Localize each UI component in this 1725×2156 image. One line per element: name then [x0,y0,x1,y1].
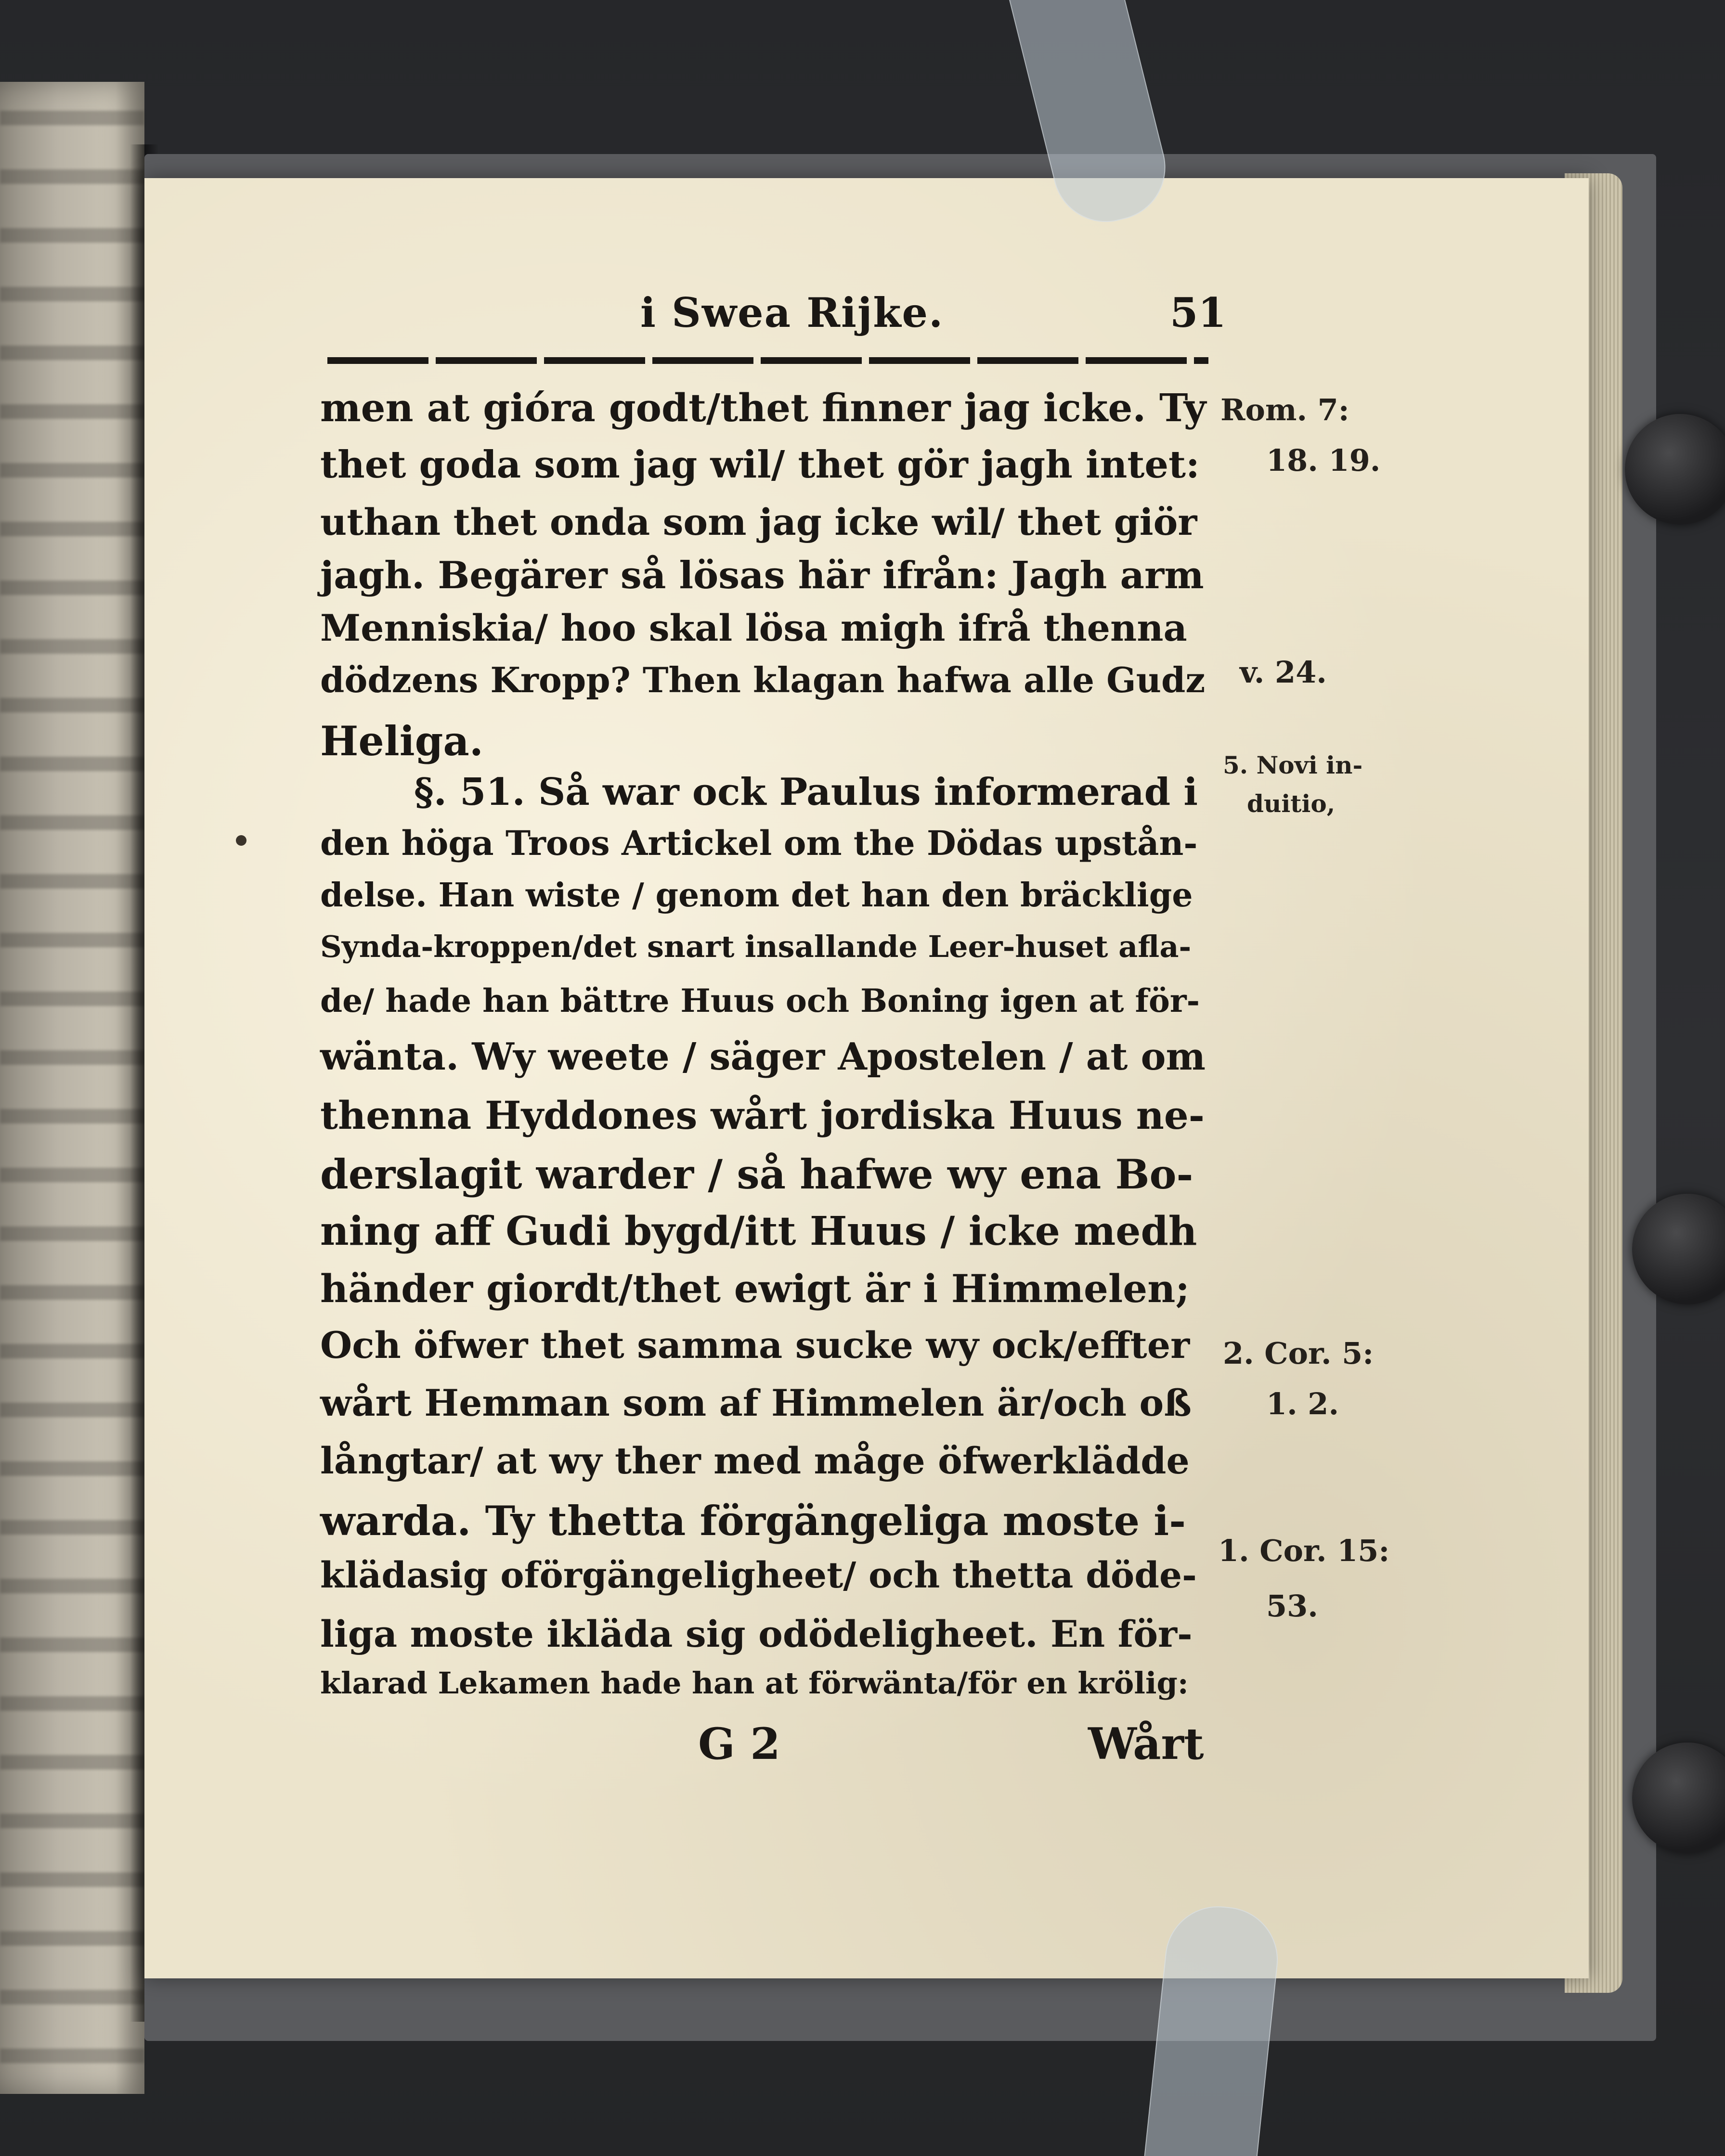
margin-note: v. 24. [1240,655,1327,690]
text-line: Synda-kroppen/det snart insallande Leer-huset afla- [320,929,1192,964]
text-line: den höga Troos Artickel om the Dödas upstån- [320,823,1198,863]
text-line: klarad Lekamen hade han at förwänta/för en krölig: [320,1665,1189,1701]
margin-note: duitio, [1247,789,1336,818]
page-number: 51 [1170,289,1226,336]
text-line: de/ hade han bättre Huus och Boning igen at för- [320,982,1200,1020]
text-line: delse. Han wiste / genom det han den bräcklige [320,876,1193,915]
running-head: i Swea Rijke. [640,289,944,336]
text-line: klädasig oförgängeligheet/ och thetta döde- [320,1555,1197,1596]
margin-note: 5. Novi in- [1223,751,1363,779]
text-line: uthan thet onda som jag icke wil/ thet giör [320,501,1197,543]
text-line: Menniskia/ hoo skal lösa migh ifrå thenna [320,607,1187,649]
margin-note: 53. [1266,1588,1318,1624]
margin-note: 1. Cor. 15: [1218,1533,1390,1568]
text-line: dödzens Kropp? Then klagan hafwa alle Gudz [320,659,1206,700]
text-line: ning aff Gudi bygd/itt Huus / icke medh [320,1208,1197,1254]
text-line: thenna Hyddones wårt jordiska Huus ne- [320,1093,1205,1138]
section-line: §. 51. Så war ock Paulus informerad i [414,770,1198,814]
text-line: warda. Ty thetta förgängeliga moste i- [320,1497,1186,1545]
text-line: Och öfwer thet samma sucke wy ock/effter [320,1324,1190,1367]
text-line: Heliga. [320,717,484,765]
margin-note: 18. 19. [1266,443,1381,478]
text-line: thet goda som jag wil/ thet gör jagh intet: [320,443,1200,487]
header-rule [327,357,1208,364]
text-line: långtar/ at wy ther med måge öfwerklädde [320,1439,1190,1482]
ink-blot [236,835,246,846]
text-line: men at gióra godt/thet finner jag icke. Ty [320,385,1206,430]
margin-note: 1. 2. [1266,1386,1339,1421]
margin-note: Rom. 7: [1220,392,1349,427]
text-line: jagh. Begärer så lösas här ifrån: Jagh arm [320,554,1204,597]
signature-mark: G 2 [698,1718,780,1769]
margin-note: 2. Cor. 5: [1223,1336,1374,1371]
text-line: händer giordt/thet ewigt är i Himmelen; [320,1266,1190,1311]
text-line: liga moste ikläda sig odödeligheet. En för- [320,1613,1193,1655]
catchword: Wårt [1088,1718,1204,1769]
facing-page-blurred-text [0,82,144,2094]
text-line: wänta. Wy weete / säger Apostelen / at om [320,1035,1206,1079]
text-line: derslagit warder / så hafwe wy ena Bo- [320,1150,1193,1198]
facing-page-edge [0,82,144,2094]
text-line: wårt Hemman som af Himmelen är/och oß [320,1381,1192,1424]
